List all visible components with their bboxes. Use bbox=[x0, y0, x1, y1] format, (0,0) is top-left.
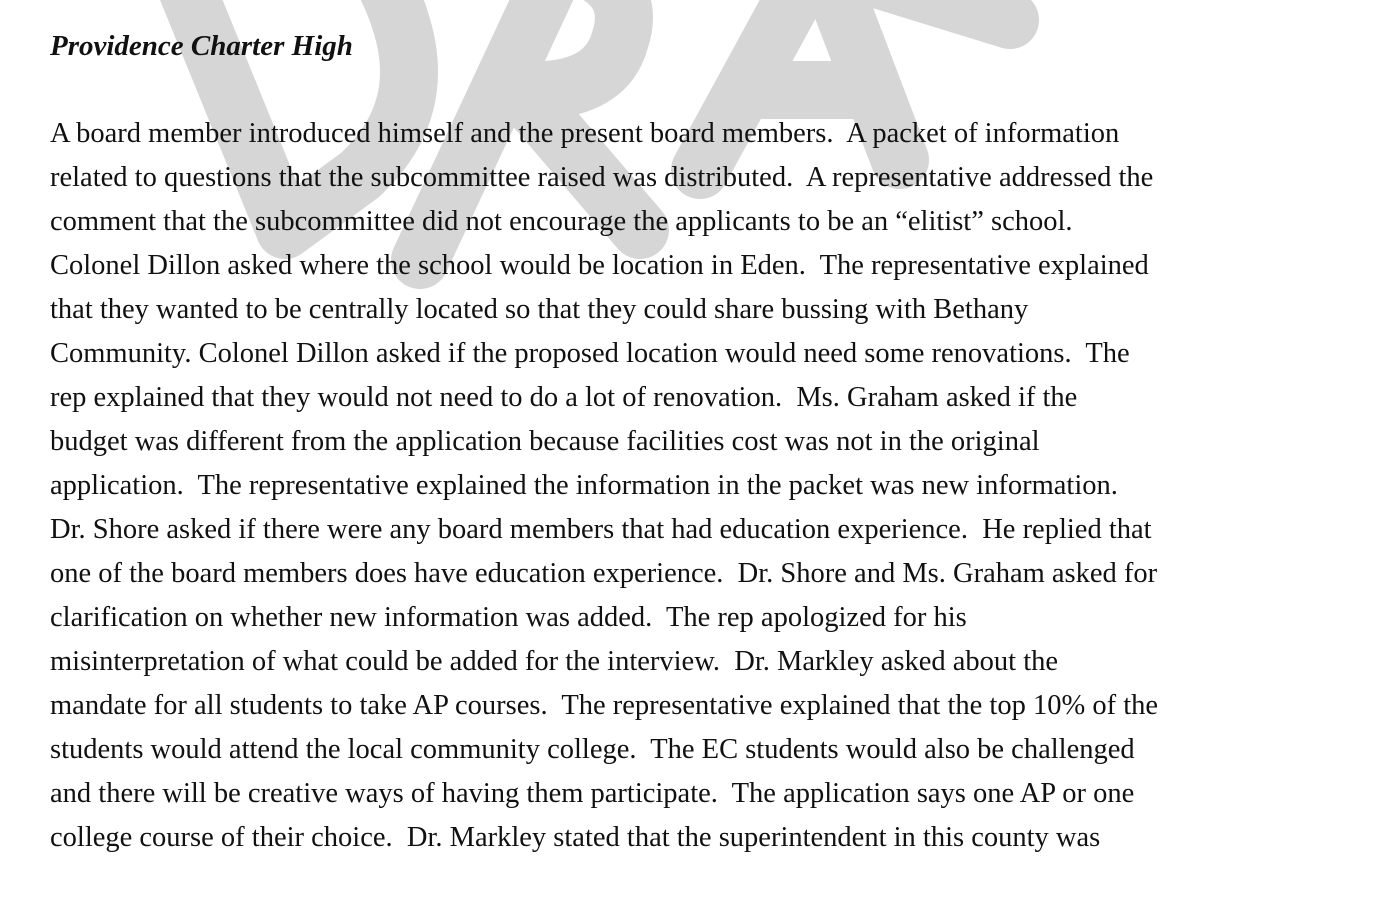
paragraph-line: Colonel Dillon asked where the school would be location in Eden. The representative explained bbox=[50, 250, 1149, 281]
paragraph-line: that they wanted to be centrally located so that they could share bussing with Bethany bbox=[50, 294, 1029, 325]
document-body bbox=[50, 26, 1370, 860]
paragraph-line: A board member introduced himself and the present board members. A packet of information bbox=[50, 118, 1120, 149]
paragraph-line: Community. Colonel Dillon asked if the proposed location would need some renovations. The bbox=[50, 338, 1130, 369]
paragraph-line: one of the board members does have education experience. Dr. Shore and Ms. Graham asked for bbox=[50, 558, 1158, 589]
paragraph-line: college course of their choice. Dr. Markley stated that the superintendent in this county was bbox=[50, 822, 1101, 853]
paragraph-line: related to questions that the subcommittee raised was distributed. A representative addressed the bbox=[50, 162, 1154, 193]
document-paragraph bbox=[50, 112, 1370, 860]
paragraph-line: budget was different from the application because facilities cost was not in the original bbox=[50, 426, 1040, 457]
paragraph-line: comment that the subcommittee did not encourage the applicants to be an “elitist” school. bbox=[50, 206, 1073, 237]
paragraph-line: mandate for all students to take AP courses. The representative explained that the top 10% of the bbox=[50, 690, 1159, 721]
paragraph-line: students would attend the local community college. The EC students would also be challenged bbox=[50, 734, 1135, 765]
paragraph-line: and there will be creative ways of having them participate. The application says one AP or one bbox=[50, 778, 1135, 809]
document-heading: Providence Charter High bbox=[50, 30, 353, 62]
paragraph-line: misinterpretation of what could be added for the interview. Dr. Markley asked about the bbox=[50, 646, 1059, 677]
paragraph-line: clarification on whether new information was added. The rep apologized for his bbox=[50, 602, 967, 633]
paragraph-line: application. The representative explained the information in the packet was new information. bbox=[50, 470, 1118, 501]
paragraph-line: rep explained that they would not need to do a lot of renovation. Ms. Graham asked if the bbox=[50, 382, 1078, 413]
paragraph-line: Dr. Shore asked if there were any board members that had education experience. He replied that bbox=[50, 514, 1152, 545]
